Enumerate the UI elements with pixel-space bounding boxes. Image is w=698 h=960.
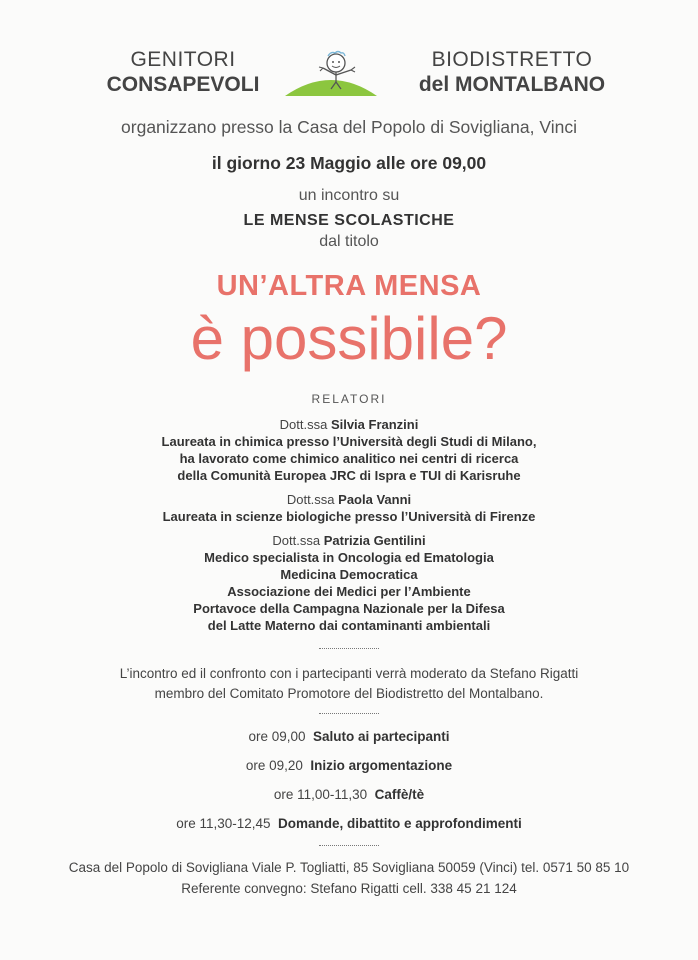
speaker-bio-line: Associazione dei Medici per l’Ambiente	[227, 584, 471, 599]
schedule-item	[0, 787, 698, 802]
subtitle-incontro: un incontro su	[298, 187, 400, 204]
schedule-time: ore 11,00-11,30	[273, 787, 368, 802]
topic-heading: LE MENSE SCOLASTICHE	[243, 212, 455, 229]
speaker-bio-line: della Comunità Europea JRC di Ispra e TUI di Karisruhe	[177, 468, 521, 483]
relatori-label: RELATORI	[311, 392, 387, 406]
subtitle-titolo: dal titolo	[319, 233, 379, 250]
footer-contacts	[0, 857, 698, 899]
event-title-line2: è possibile?	[190, 305, 508, 372]
speaker-title: Dott.ssa	[286, 492, 335, 507]
organizer-right-line2: del MONTALBANO	[418, 73, 606, 96]
speaker-name: Silvia Franzini	[330, 417, 419, 432]
schedule-item	[0, 816, 698, 831]
event-date: il giorno 23 Maggio alle ore 09,00	[211, 153, 487, 173]
speaker-bio-line: Laureata in scienze biologiche presso l’Università di Firenze	[162, 509, 536, 524]
speaker-name: Paola Vanni	[338, 492, 412, 507]
speaker-name: Patrizia Gentilini	[323, 533, 426, 548]
organizer-left-line1: GENITORI	[130, 48, 236, 71]
speaker-bio-line: del Latte Materno dai contaminanti ambientali	[207, 618, 491, 633]
speaker-bio-line: Portavoce della Campagna Nazionale per la Difesa	[193, 601, 505, 616]
schedule-activity: Domande, dibattito e approfondimenti	[278, 816, 522, 831]
schedule-activity: Saluto ai partecipanti	[313, 729, 450, 744]
schedule-activity: Caffè/tè	[374, 787, 425, 802]
schedule-time: ore 11,30-12,45	[176, 816, 271, 831]
speaker-bio-line: Medicina Democratica	[280, 567, 418, 582]
moderation-text	[0, 664, 698, 704]
footer-address: Casa del Popolo di Sovigliana Viale P. Togliatti, 85 Sovigliana 50059 (Vinci) tel. 0571 50 85 10	[68, 860, 630, 875]
divider	[319, 648, 379, 649]
moderation-line: L’incontro ed il confronto con i partecipanti verrà moderato da Stefano Rigatti	[119, 666, 579, 681]
speaker-bio-line: ha lavorato come chimico analitico nei centri di ricerca	[179, 451, 519, 466]
footer-referente: Referente convegno: Stefano Rigatti cell. 338 45 21 124	[181, 881, 517, 896]
divider	[319, 713, 379, 714]
organizer-genitori-consapevoli	[98, 47, 268, 97]
speaker-title: Dott.ssa	[279, 417, 328, 432]
schedule-time: ore 09,00	[248, 729, 306, 744]
schedule-activity: Inizio argomentazione	[310, 758, 453, 773]
organizer-biodistretto	[402, 47, 622, 97]
schedule-item	[0, 729, 698, 744]
schedule-time: ore 09,20	[245, 758, 303, 773]
moderation-line: membro del Comitato Promotore del Biodistretto del Montalbano.	[154, 686, 544, 701]
speaker-title: Dott.ssa	[272, 533, 321, 548]
organizer-left-line2: CONSAPEVOLI	[106, 73, 260, 96]
schedule-item	[0, 758, 698, 773]
speaker-franzini	[0, 416, 698, 484]
biodistretto-logo-icon	[285, 46, 377, 98]
event-title-line1: UN’ALTRA MENSA	[216, 270, 482, 302]
speaker-bio-line: Laureata in chimica presso l’Università degli Studi di Milano,	[161, 434, 537, 449]
speaker-gentilini	[0, 532, 698, 634]
speaker-vanni	[0, 491, 698, 525]
divider	[319, 845, 379, 846]
organizer-right-line1: BIODISTRETTO	[431, 48, 593, 71]
speaker-bio-line: Medico specialista in Oncologia ed Ematologia	[204, 550, 494, 565]
intro-text: organizzano presso la Casa del Popolo di Sovigliana, Vinci	[121, 117, 577, 137]
